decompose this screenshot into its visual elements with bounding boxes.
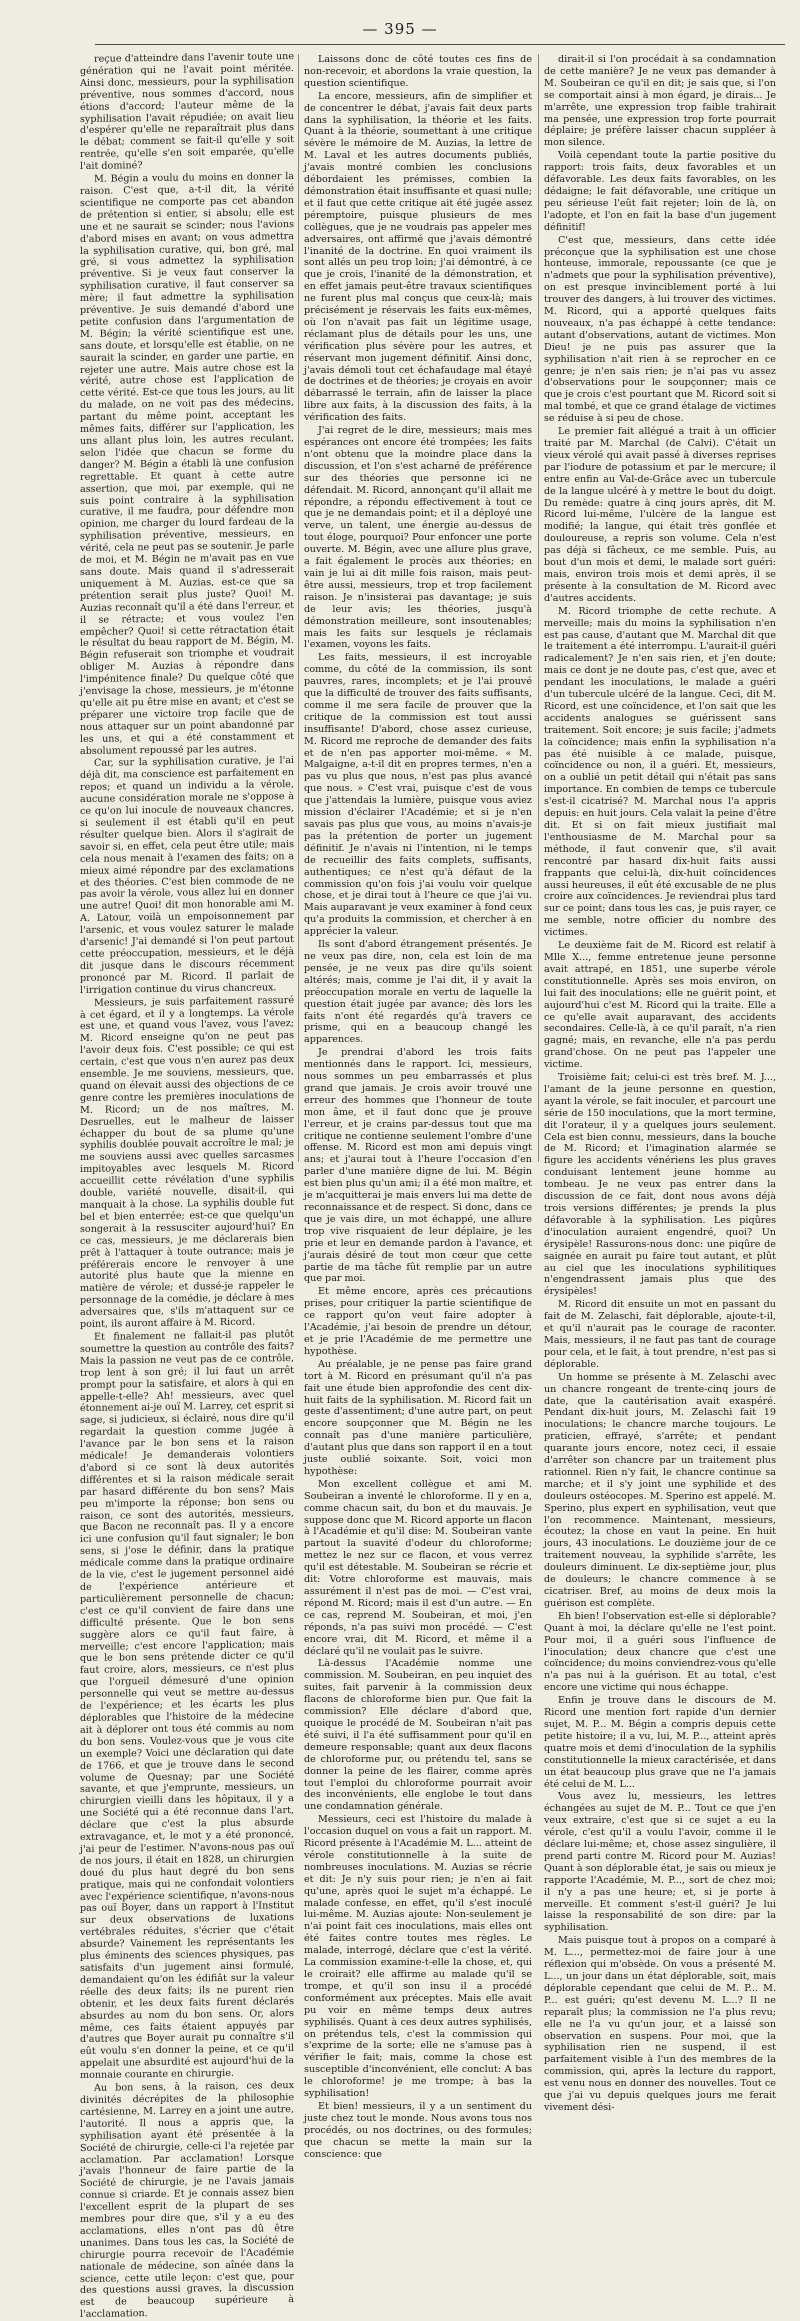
paragraph: Et bien! messieurs, il y a un sentiment du juste chez tout le monde. Nous avons tous nos procédés, ou nos doctrines, ou des formules; que chacun se mette la main sur la conscience: que bbox=[304, 2100, 532, 2160]
paragraph: Mon excellent collègue et ami M. Soubeiran a inventé le chloroforme. Il y en a, comme chacun sait, du bon et du mauvais. Je suppose donc que M. Ricord apporte un flacon à l'Académie et qu'il dise: M. Soubeiran vante partout la suavité d'odeur du chloroforme; mettez le nez sur ce flacon, et vous verrez qu'il est détestable. M. Soubeiran se récrie et dit: Votre chloroforme est mauvais, mais assurément il n'est pas de moi. — C'est vrai, répond M. Ricord; mais il est d'un autre. — En ce cas, reprend M. Soubeiran, et moi, j'en réponds, n'a pas suivi mon procédé. — C'est encore vrai, dit M. Ricord, et même il a déclaré qu'il ne voulait pas le suivre. bbox=[304, 1478, 532, 1657]
paragraph: Laissons donc de côté toutes ces fins de non-recevoir, et abordons la vraie question, la question scientifique. bbox=[304, 54, 532, 89]
text-column-right bbox=[544, 54, 776, 2113]
paragraph: La encore, messieurs, afin de simplifier et de concentrer le débat, j'avais fait deux parts dans la syphilisation, la théorie et les faits. Quant à la théorie, soumettant à une critique sévère le mémoire de M. Auzias, la lettre de M. Laval et les autres documents publiés, j'avais montré combien les conclusions débordaient les prémisses, combien la démonstration était insuffisante et quasi nulle; et il faut que cette critique ait été jugée assez péremptoire, puisque plusieurs de mes collègues, que je ne voudrais pas appeler mes adversaires, ont affirmé que j'avais démontré l'inanité de la doctrine. En quoi vraiment ils sont allés un peu trop loin; j'ai démontré, à ce que je crois, l'inanité de la démonstration, et en effet jamais peut-être travaux scientifiques ne furent plus mal conçus que ceux-là; mais précisément je réservais les faits eux-mêmes, où l'on n'avait pas fait un légitime usage, réclamant plus de détails pour les uns, une vérification plus sévère pour les autres, et réservant mon jugement définitif. Ainsi donc, j'avais démoli tout cet échafaudage mal étayé de doctrines et de théories; je croyais en avoir débarrassé le terrain, afin de laisser la place libre aux faits, à la discussion des faits, à la vérification des faits. bbox=[304, 90, 532, 424]
paragraph: Les faits, messieurs, il est incroyable comme, du côté de la commission, ils sont pauvres, rares, incomplets; et je l'ai prouvé que la difficulté de trouver des faits suffisants, comme il me sera facile de prouver que la critique de la commission est tout aussi insuffisante! D'abord, chose assez curieuse, M. Ricord me reproche de demander des faits et de n'en pas apporter moi-même. « M. Malgaigne, a-t-il dit en propres termes, n'en a pas vu plus que nous, n'est pas plus avancé que nous. » C'est vrai, puisque c'est de vous que j'attendais la lumière, puisque vous aviez mission d'éclairer l'Académie; et si je n'en savais pas plus que vous, au moins n'avais-je pas la prétention de porter un jugement définitif. Je n'avais ni l'intention, ni le temps de recueillir des faits complets, suffisants, authentiques; ce n'est qu'à défaut de la commission qu'on fois j'ai voulu voir quelque chose, et je dirai tout à l'heure ce que j'ai vu. Mais auparavant je veux examiner à fond ceux qu'a produits la commission, et chercher à en apprécier la valeur. bbox=[304, 652, 532, 938]
paragraph: Et même encore, après ces précautions prises, pour critiquer la partie scientifique de ce rapport qu'on veut faire adopter à l'Académie, j'ai besoin de prendre un détour, et je prie l'Académie de me permettre une hypothèse. bbox=[304, 1286, 532, 1357]
paragraph: Messieurs, ceci est l'histoire du malade à l'occasion duquel on vous a fait un rapport. M. Ricord présente à l'Académie M. L... atteint de vérole constitutionnelle à la suite de nombreuses inoculations. M. Auzias se récrie et dit: Je n'y suis pour rien; je n'en ai fait qu'une, après quoi le sujet m'a échappé. Le malade confesse, en effet, qu'il s'est inoculé lui-même. M. Auzias ajoute: Non-seulement je n'ai point fait ces inoculations, mais elles ont été faites contre toutes mes règles. Le malade, interrogé, déclare que c'est la vérité. La commission examine-t-elle la chose, et, qui le croirait? elle affirme au malade qu'il se trompe, et qu'il son insu il a procédé conformément aux préceptes. Mais elle avait pu voir en même temps deux autres syphilisés. Quant à ces deux autres syphilisés, on prétendus tels, c'est la commission qui s'exprime de la sorte; elle ne s'amuse pas à vérifier le fait; mais, comme la chose est susceptible d'inconvénient, elle conclut: A bas le chloroforme! je me trompe; à bas la syphilisation! bbox=[304, 1814, 532, 2100]
paragraph: Ils sont d'abord étrangement présentés. Je ne veux pas dire, non, cela est loin de ma pensée, je ne veux pas dire qu'ils soient altérés; mais, comme je l'ai dit, il y avait la préoccupation morale en vertu de laquelle la question était jugée par avance; dès lors les faits n'ont été regardés qu'à travers ce prisme, qui en a beaucoup changé les apparences. bbox=[304, 939, 532, 1046]
paragraph: Eh bien! l'observation est-elle si déplorable? Quant à moi, la déclare qu'elle ne l'est point. Pour moi, il a guéri sous l'influence de l'inoculation; deux chancre que c'est une coïncidence; du moins conviendrez-vous qu'elle n'a pas nui à la guérison. Et au total, c'est encore une victime qui nous échappe. bbox=[544, 1610, 776, 1694]
text-column-middle bbox=[304, 54, 532, 2160]
paragraph: Mais puisque tout à propos on a comparé à M. L..., permettez-moi de faire jour à une réflexion qui m'obsède. On vous a présenté M. L..., un jour dans un état déplorable, soit, mais déplorable cependant que celui de M. P... M. P... est guéri; qu'est devenu M. L...? Il ne reparaît plus; la commission ne l'a plus revu; elle ne l'a vu qu'un jour, et a laissé son observation en suspens. Pour moi, que la syphilisation rien ne suspend, il est parfaitement visible à l'un des membres de la commission, qui, après la lecture du rapport, est venu nous en donner des nouvelles. Tout ce que j'ai vu depuis quelques jours me ferait vivement dési- bbox=[544, 1935, 776, 2113]
paragraph: Le deuxième fait de M. Ricord est relatif à Mlle X..., femme entretenue jeune personne avait attrapé, en 1851, une superbe vérole constitutionnelle. Après ses mois environ, on lui fait des inoculations; elle ne guérit point, et aujourd'hui c'est M. Ricord qui la traite. Elle a ce qu'elle avait auparavant, des accidents secondaires. Celle-là, à ce qu'il paraît, n'a rien gagné; mais, en revanche, elle n'a pas perdu grand'chose. On ne peut pas l'appeler une victime. bbox=[544, 940, 776, 1071]
paragraph: Au préalable, je ne pense pas faire grand tort à M. Ricord en présumant qu'il n'a pas fait une étude bien approfondie des cent dix-huit faits de la syphilisation. M. Ricord fait un geste d'assentiment; d'une autre part, on peut encore soupçonner que M. Bégin ne les connaît pas d'une manière particulière, d'autant plus que dans son rapport il en a tout juste oublié soixante. Soit, voici mon hypothèse: bbox=[304, 1358, 532, 1477]
paragraph: Voilà cependant toute la partie positive du rapport: trois faits, deux favorables et un défavorable. Les deux faits favorables, on les dédaigne; le fait défavorable, une critique un peu sérieuse l'eût fait rejeter; loin de là, on l'adopte, et l'on en fait la base d'un jugement définitif! bbox=[544, 150, 776, 233]
page-header bbox=[0, 18, 800, 46]
paragraph: Messieurs, je suis parfaitement rassuré à cet égard, et il y a longtemps. La vérole est une, et quand vous l'avez, vous l'avez; M. Ricord enseigne qu'on ne peut pas l'avoir deux fois. C'est possible; ce qui est certain, c'est que vous n'en aurez pas deux ensemble. Je me souviens, messieurs, que, quand on élevait aussi des objections de ce genre contre les premières inoculations de M. Ricord; un de nos maîtres, M. Desruelles, eut le malheur de laisser échapper du bout de sa plume qu'une syphilis doublée pouvait accroître le mal; je me souviens aussi avec quelles sarcasmes impitoyables avec lesquels M. Ricord accueillit cette révélation d'une syphilis double, variété nouvelle, disait-il, qui manquait à la chose. La syphilis double fut bel et bien enterrée; est-ce que quelqu'un songerait à la ressusciter aujourd'hui? En ce cas, messieurs, je me déclarerais bien prêt à l'attaquer à toute outrance; mais je préférerais encore le renvoyer à une autorité plus haute que la mienne en matière de vérole; et dussé-je rappeler le personnage de la comédie, je déclare à mes adversaires que, s'ils m'attaquent sur ce point, ils auront affaire à M. Ricord. bbox=[80, 994, 294, 1331]
paragraph: Enfin je trouve dans le discours de M. Ricord une mention fort rapide d'un dernier sujet, M. P... M. Bégin a compris depuis cette petite histoire; il a vu, lui, M. P..., atteint après quatre mois et demi d'inoculation de la syphilis constitutionnelle la mieux caractérisée, et dans un état beaucoup plus grave que ne l'a jamais été celui de M. L... bbox=[544, 1695, 776, 1790]
paragraph: Le premier fait allégué a trait à un officier traité par M. Marchal (de Calvi). C'était un vieux vérolé qui avait passé à diverses reprises par l'iodure de potassium et par le mercure; il entre enfin au Val-de-Grâce avec un tubercule de la langue ulcéré à y mettre le bout du doigt. Du remède: quatre à cinq jours après, dit M. Ricord lui-même, l'ulcère de la langue est modifié; la langue, qui était très gonflée et douloureuse, a repris son volume. Cela n'est pas déjà si fâcheux, ce me semble. Puis, au bout d'un mois et demi, le malade sort guéri: mais, environ trois mois et demi après, il se présente à la consultation de M. Ricord avec d'autres accidents. bbox=[544, 426, 776, 604]
header-rule bbox=[95, 44, 785, 45]
paragraph: Au bon sens, à la raison, ces deux divinités décrépites de la philosophie cartésienne, M. Larrey en a joint une autre, l'autorité. Il nous a appris que, la syphilisation ayant été présentée à la Société de chirurgie, celle-ci l'a rejetée par acclamation. Par acclamation! Lorsque j'avais l'honneur de faire partie de la Société de chirurgie, je ne l'avais jamais connue si criarde. Et je connais assez bien l'excellent esprit de la plupart de ses membres pour dire que, s'il y a eu des acclamations, elles n'ont pas dû être unanimes. Dans tous les cas, la Société de chirurgie pourra recevoir de l'Académie nationale de médecine, son aînée dans la science, cette utile leçon: c'est que, pour des questions aussi graves, la discussion est de beaucoup supérieure à l'acclamation. bbox=[80, 2080, 294, 2321]
paragraph: J'ai regret de le dire, messieurs; mais mes espérances ont encore été trompées; les faits n'ont obtenu que la moindre place dans la discussion, et l'on s'est acharné de préférence sur des théories que personne ici ne défendait. M. Ricord, annonçant qu'il allait me répondre, a répondu effectivement à tout ce que je ne demandais point; et il a déployé une verve, un talent, une énergie au-dessus de tout éloge, pourquoi? Pour enfoncer une porte ouverte. M. Bégin, avec une allure plus grave, a fait également le procès aux théories; en vain je lui ai dit mille fois raison, mais peut-être aussi, messieurs, trop et trop facilement raison. Je n'insisterai pas davantage; je suis de leur avis; les théories, jusqu'à démonstration meilleure, sont insoutenables; mais les faits sur lesquels je réclamais l'examen, voyons les faits. bbox=[304, 425, 532, 651]
column-divider bbox=[538, 54, 539, 1162]
paragraph: Un homme se présente à M. Zelaschi avec un chancre rongeant de trente-cinq jours de date, que la cautérisation avait exaspéré. Pendant dix-huit jours, M. Zelaschi fait 19 inoculations; le chancre marche toujours. Le praticien, effrayé, s'arrête; et pendant quarante jours encore, notez ceci, il essaie d'arrêter son chancre par un traitement plus rationnel. Rien n'y fait, le chancre continue sa marche; et il s'y joint une syphilide et des douleurs ostéocopes. M. Sperino est appelé. M. Sperino, plus expert en syphilisation, veut que l'on recommence. Maintenant, messieurs, écoutez; la chose en vaut la peine. En huit jours, 43 inoculations. Le douzième jour de ce traitement nouveau, la syphilide s'arrête, les douleurs diminuent. Le dix-septième jour, plus de douleurs; le chancre commence à se cicatriser. Bref, au moins de deux mois la guérison est complète. bbox=[544, 1371, 776, 1609]
paragraph: Là-dessus l'Académie nomme une commission. M. Soubeiran, en peu inquiet des suites, fait parvenir à la commission deux flacons de chloroforme bien pur. Que fait la commission? Elle déclare d'abord que, quoique le procédé de M. Soubeiran n'ait pas été suivi, il l'a été suffisamment pour qu'il en demeure responsable; quant aux deux flacons de chloroforme pur, ou prétendu tel, sans se donner la peine de les flairer, comme après tout l'emploi du chloroforme pourrait avoir des inconvénients, elle englobe le tout dans une condamnation générale. bbox=[304, 1658, 532, 1813]
paragraph: M. Ricord dit ensuite un mot en passant du fait de M. Zelaschi, fait déplorable, ajoute-t-il, et qu'il n'aurait pas le courage de raconter. Mais, messieurs, il ne faut pas tant de courage pour cela, et le fait, à tout prendre, n'est pas si déplorable. bbox=[544, 1299, 776, 1370]
paragraph: C'est que, messieurs, dans cette idée préconçue que la syphilisation est une chose honteuse, immorale, repoussante (ce que je n'admets que pour la syphilisation préventive), on est presque invinciblement porté à lui trouver des dangers, à lui trouver des victimes. M. Ricord, qui a apporté quelques faits nouveaux, n'a pas échappé à cette tendance: autant d'observations, autant de victimes. Mon Dieu! je ne puis pas assurer que la syphilisation n'ait rien à se reprocher en ce genre; je n'en sais rien; je n'ai pas vu assez d'observations pour le soupçonner; mais ce que je crois c'est pourtant que M. Ricord soit si mal tombé, et que ce grand étalage de victimes se réduise à si peu de chose. bbox=[544, 234, 776, 425]
paragraph: Troisième fait; celui-ci est très bref. M. J..., l'amant de la jeune personne en question, ayant la vérole, se fait inoculer, et parcourt une série de 150 inoculations, que la mort termine, dit l'orateur, il y a quelques jours seulement. Cela est bien connu, messieurs, dans la bouche de M. Ricord; et l'imagination alarmée se figure les accidents vénériens les plus graves conduisant lentement jeune homme au tombeau. Je ne veux pas entrer dans la discussion de ce fait, dont nous avons déjà trois versions différentes; je prends la plus défavorable à la syphilisation. Les piqûres d'inoculation auraient engendré, quoi? Un érysipèle! Rassurons-nous donc: une piqûre de saignée en aurait pu faire tout autant, et plût au ciel que les inoculations syphilitiques n'engendrassent jamais plus que des érysipèles! bbox=[544, 1072, 776, 1298]
paragraph: Je prendrai d'abord les trois faits mentionnés dans le rapport. Ici, messieurs, nous sommes un peu embarrassés et plus grand que jamais. Je crois avoir trouvé une erreur des hommes que l'honneur de toute mon âme, et il faut donc que je prouve l'erreur, et je crains par-dessus tout que ma critique ne contienne seulement l'ombre d'une offense. M. Ricord est mon ami depuis vingt ans; et j'aurai tout à l'heure l'occasion d'en parler d'une manière digne de lui. M. Bégin est bien plus qu'un ami; il a été mon maître, et je m'acquitterai je mais envers lui ma dette de reconnaissance et de respect. Si donc, dans ce que je vais dire, un mot échappé, une allure trop vive risquaient de leur déplaire, je les prie et leur en demande pardon à l'avance, et j'aurais désiré de tout mon cœur que cette partie de ma tâche fût remplie par un autre que par moi. bbox=[304, 1047, 532, 1285]
paragraph: Vous avez lu, messieurs, les lettres échangées au sujet de M. P... Tout ce que j'en veux extraire, c'est que si ce sujet a eu la vérole, c'est qu'il a voulu l'avoir, comme il le déclare lui-même; et, chose assez singulière, il prend parti contre M. Ricord pour M. Auzias! Quant à son déplorable état, je sais ou mieux je rapporte l'Académie, M. P..., sort de chez moi; il n'y a pas une heure; et, si je porte à merveille. Et comment s'est-il guéri? Je lui laisse la responsabilité de son dire: par la syphilisation. bbox=[544, 1791, 776, 1934]
paragraph: M. Bégin a voulu du moins en donner la raison. C'est que, a-t-il dit, la vérité scientifique ne comporte pas cet abandon de prétention si entier, si absolu; elle est une et ne saurait se scinder; nous l'avions d'abord mises en avant; on vous admettra la syphilisation curative, qui, bon gré, mal gré, si vous admettez la syphilisation préventive. Si je veux faut conserver la syphilisation curative, il faut conserver sa mère; il faut admettre la syphilisation préventive. Je suis demandé d'abord une petite confusion dans l'argumentation de M. Bégin; la vérité scientifique est une, sans doute, et lorsqu'elle est établie, on ne saurait la scinder, en garder une partie, en rejeter une autre. Mais autre chose est la vérité, autre chose est l'application de cette vérité. Est-ce que tous les jours, au lit du malade, on ne voit pas des médecins, partant du même point, acceptant les mêmes faits, différer sur l'application, les uns allant plus loin, les autres reculant, selon l'idée que chacun se forme du danger? M. Bégin a établi là une confusion regrettable. Et quant à cette autre assertion, que moi, par exemple, qui ne suis point contraire à la syphilisation curative, il me faudra, pour défendre mon opinion, me charger du lourd fardeau de la syphilisation préventive, messieurs, en vérité, cela ne peut pas se soutenir. Je parle de moi, et M. Bégin ne m'avait pas en vue sans doute. Mais quand il s'adresserait uniquement à M. Auzias, est-ce que sa prétention serait plus juste? Quoi! M. Auzias reconnaît qu'il a été dans l'erreur, et il se rétracte; et vous voulez l'en empêcher? Quoi! si cette rétractation était le résultat du beau rapport de M. Bégin, M. Bégin refuserait son triomphe et voudrait obliger M. Auzias à répondre dans l'impénitence finale? Du quelque côté que j'envisage la chose, messieurs, je m'étonne qu'elle ait pu être mise en avant; et c'est se préparer une victoire trop facile que de nous attaquer sur un point abandonné par les uns, et qui a été constamment et absolument repoussé par les autres. bbox=[80, 171, 294, 757]
page-number: — 395 — bbox=[362, 20, 438, 38]
paragraph: dirait-il si l'on procédait à sa condamnation de cette manière? Je ne veux pas demander à M. Soubeiran ce qu'il en dit; je sais que, si l'on se comportait ainsi à mon égard, je dirais... Je m'arrête, une expression trop faible trahirait ma pensée, une expression trop forte pourrait déplaire; je préfère laisser chacun suppléer à mon silence. bbox=[544, 54, 776, 149]
paragraph: Car, sur la syphilisation curative, je l'ai déjà dit, ma conscience est parfaitement en repos; et quand un individu a la vérole, aucune considération morale ne s'oppose à ce qu'on lui inocule de nouveaux chancres, si seulement il est établi qu'il en peut résulter quelque bien. Alors il s'agirait de savoir si, en effet, cela peut être utile; mais cela nous menait à l'examen des faits; on a mieux aimé répondre par des exclamations et des théories. C'est bien commode de ne pas avoir la vérole, vous allez lui en donner une autre! Quoi! dit mon honorable ami M. A. Latour, voilà un empoisonnement par l'arsenic, et vous voulez saturer le malade d'arsenic! J'ai demandé si l'on peut partout cette préoccupation, messieurs, et le déjà dit jusque dans le discours récemment prononcé par M. Ricord. Il parlait de l'irrigation continue du virus chancreux. bbox=[80, 755, 294, 996]
paragraph: Et finalement ne fallait-il pas plutôt soumettre la question au contrôle des faits? Mais la passion ne veut pas de ce contrôle, trop lent à son gré; il lui faut un arrêt prompt pour la satisfaire, et alors à qui en appelle-t-elle? Ah! messieurs, avec quel étonnement ai-je ouï M. Larrey, cet esprit si sage, si judicieux, si éclairé, nous dire qu'il regardait la question comme jugée à l'avance par le bon sens et la raison médicale! Je demanderais volontiers d'abord si ce sont là deux autorités différentes et si la raison médicale serait par hasard différente du bon sens? Mais peu m'importe la réponse; bon sens ou raison, ce sont des autorités, messieurs, que Bacon ne reconnaît pas. Il y a encore ici une confusion qu'il faut signaler; le bon sens, si j'ose le définir, dans la pratique médicale comme dans la pratique ordinaire de la vie, c'est le jugement personnel aidé de l'expérience antérieure et particulièrement personnelle de chacun; c'est ce qu'il convient de faire dans une difficulté présente. Que le bon sens suggère alors ce qu'il faut faire, à merveille; c'est encore l'application; mais que le bon sens prétende dicter ce qu'il faut croire, alors, messieurs, ce n'est plus que l'orgueil démesuré d'une opinion personnelle qui veut se mettre au-dessus de l'expérience; et les écarts les plus déplorables que l'histoire de la médecine ait à déplorer ont tous été commis au nom du bon sens. Voulez-vous que je vous cite un exemple? Voici une déclaration qui date de 1766, et que je trouve dans le second volume de Quesnay; par une Société savante, et que j'emprunte, messieurs, un chirurgien vieilli dans les hôpitaux, il y a une Société qui a été reconnue dans l'art, déclare que c'est la plus absurde extravagance, et, le mot y a été prononcé, j'ai peur de l'estimer. N'avons-nous pas ouï de nos jours, il était en 1828, un chirurgien doué du plus haut degré du bon sens pratique, mais qui ne confondait volontiers avec l'expérience scientifique, n'avons-nous pas ouï Boyer, dans un rapport à l'Institut sur deux observations de luxations vertébrales réduites, s'écrier que c'était absurde? Vainement les représentants les plus éminents des sciences physiques, pas satisfaits d'un jugement ainsi formulé, demandaient qu'on les édifiât sur la valeur réelle des deux faits; ils ne purent rien obtenir, et les deux faits furent déclarés absurdes au nom du bon sens. Or, alors même, ces faits étaient appuyés par d'autres que Boyer aurait pu connaître s'il eût voulu s'en donner la peine, et ce qu'il appelait une absurdité est aujourd'hui de la monnaie courante en chirurgie. bbox=[80, 1328, 294, 2082]
paragraph: reçue d'atteindre dans l'avenir toute une génération qui ne l'avait point méritée. Ainsi donc, messieurs, pour la syphilisation préventive, nous sommes d'accord, nous étions d'accord; l'auteur même de la syphilisation l'avait répudiée; on avait lieu d'espérer qu'elle ne reparaîtrait plus dans le débat; comment se fait-il qu'elle y soit rentrée, qu'elle s'en soit emparée, qu'elle l'ait dominé? bbox=[80, 51, 294, 173]
column-divider bbox=[298, 54, 299, 1162]
text-column-left bbox=[80, 51, 294, 2321]
paragraph: M. Ricord triomphe de cette rechute. A merveille; mais du moins la syphilisation n'en est pas cause, d'autant que M. Marchal dit que le traitement a été interrompu. L'aurait-il guéri radicalement? Je n'en sais rien, et j'en doute; mais ce dont je ne doute pas, c'est que, avec et pendant les inoculations, le malade a guéri d'un tubercule ulcéré de la langue. Ceci, dit M. Ricord, est une coïncidence, et l'on sait que les accidents analogues se guérissent sans traitement. Soit encore; je suis facile; j'admets la coïncidence; mais enfin la syphilisation n'a pas été nuisible à ce malade, puisque, coïncidence ou non, il a guéri. Et, messieurs, on a oublié un petit détail qui n'était pas sans importance. En combien de temps ce tubercule s'est-il cicatrisé? M. Marchal nous l'a appris depuis: en huit jours. Cela valait la peine d'être dit. Et si on fait mieux justifiait mal l'enthousiasme de M. Marchal pour sa méthode, il faut convenir que, s'il avait rencontré par hasard dix-huit faits aussi frappants que celui-là, dix-huit coïncidences aussi heureuses, il eût été excusable de ne plus croire aux coïncidences. Je reviendrai plus tard sur ce point; dans tous les cas, je puis rayer, ce me semble, notre officier du nombre des victimes. bbox=[544, 605, 776, 939]
